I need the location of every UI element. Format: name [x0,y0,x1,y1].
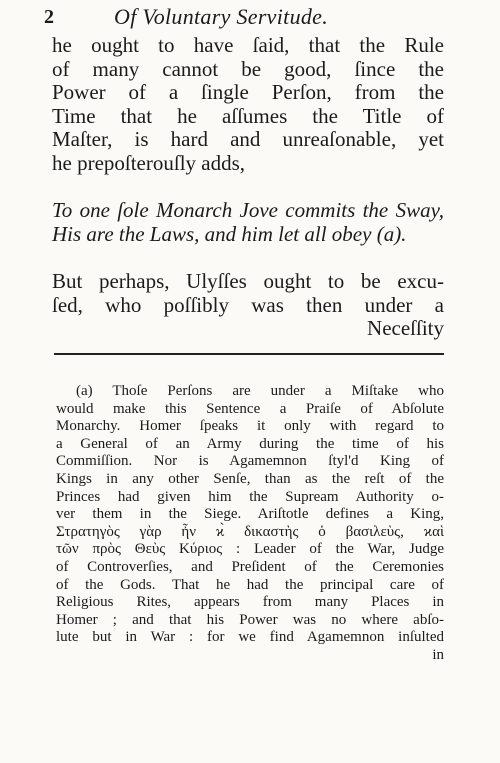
text-line: of many cannot be good, ſince the [52,56,444,81]
verse-line: His are the Laws, and him let all obey (a). [52,221,407,246]
text-line: Power of a ſingle Perſon, from the [52,80,444,104]
footnote-line: Religious Rites, appears from many Places in [56,594,444,611]
text-line: Maſter, is hard and unreaſonable, yet [52,127,444,151]
catchword-footnote: in [432,646,444,663]
footnote [56,383,444,665]
footnote-rule [54,353,444,355]
footnote-line: Princes had given him the Supream Authority o- [56,488,444,505]
footnote-line: τῶν πρὸς Θεὺς Κύριος : Leader of the War, Judge [56,541,444,558]
footnote-line: Monarchy. Homer ſpeaks it only with regard to [56,418,444,435]
footnote-line: ver them in the Siege. Ariſtotle defines a King, [56,506,444,523]
footnote-line: (a) Thoſe Perſons are under a Miſtake who [76,383,444,399]
paragraph [52,270,444,341]
footnote-line: a General of an Army during the time of his [56,435,444,452]
catchword-main: Neceſſity [367,316,444,340]
footnote-line: of the Gods. That he had the principal care of [56,576,444,593]
running-title: Of Voluntary Servitude. [114,4,329,29]
footnote-line: Kings in any other Senſe, than as the reſt of the [56,470,444,487]
main-text [52,34,444,341]
footnote-line: would make this Sentence a Praiſe of Abſolute [56,400,444,417]
verse-line: To one ſole Monarch Jove commits the Sway, [52,198,444,222]
text-line: he ought to have ſaid, that the Rule [52,33,444,57]
page-header [44,4,464,34]
text-line: But perhaps, Ulyſſes ought to be excu- [52,269,444,293]
footnote-line: of Controverſies, and Preſident of the Ceremonies [56,558,444,575]
footnote-greek-line: Στρατηγὸς γὰρ ἦν ϰ̀ δικαστὴς ὁ βασιλεὺς, ϰαὶ [56,523,444,540]
verse-quote [52,199,444,246]
page-number: 2 [44,6,54,28]
footnote-line: Homer ; and that his Power was no where abſo- [56,611,444,628]
text-line: he prepoſterouſly adds, [52,150,246,175]
footnote-line: lute but in War : for we find Agamemnon inſulted [56,629,444,646]
footnote-line: Commiſſion. Nor is Agamemnon ſtyl'd King of [56,453,444,470]
text-line: Time that he aſſumes the Title of [52,103,444,128]
text-line: ſed, who poſſibly was then under a [52,292,444,317]
